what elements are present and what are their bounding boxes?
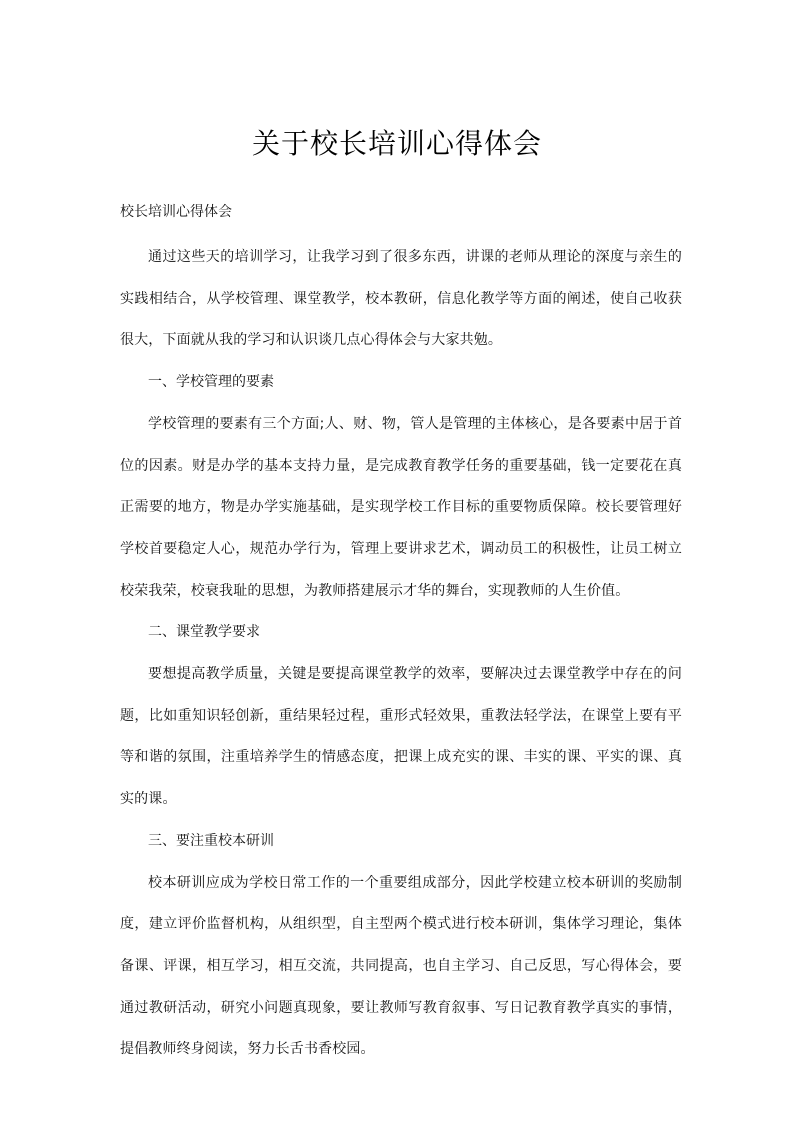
- document-title: 关于校长培训心得体会: [251, 127, 542, 160]
- intro-paragraph: 通过这些天的培训学习，让我学习到了很多东西，讲课的老师从理论的深度与亲生的实践相结合，从学校管理、课堂教学，校本教研，信息化教学等方面的阐述，使自己收获很大，下面就从我的学习和认识谈几点心得体会与大家共勉。: [120, 249, 682, 349]
- document-body: [120, 237, 682, 1071]
- document-subtitle: 校长培训心得体会: [120, 204, 232, 220]
- section-heading-research: 三、要注重校本研训: [148, 832, 274, 849]
- section-paragraph-management: 学校管理的要素有三个方面;人、财、物，管人是管理的主体核心，是各要素中居于首位的因素。财是办学的基本支持力量，是完成教育教学任务的重要基础，钱一定要花在真正需要的地方，物是办学实施基础，是实现学校工作目标的重要物质保障。校长要管理好学校首要稳定人心，规范办学行为，管理上要讲求艺术，调动员工的积极性，让员工树立校荣我荣，校衰我耻的思想，为教师搭建展示才华的舞台，实现教师的人生价值。: [120, 415, 682, 599]
- section-paragraph-research: 校本研训应成为学校日常工作的一个重要组成部分，因此学校建立校本研训的奖励制度，建立评价监督机构，从组织型，自主型两个模式进行校本研训，集体学习理论，集体备课、评课，相互学习，相互交流，共同提高，也自主学习、自己反思，写心得体会，要通过教研活动，研究小问题真现象，要让教师写教育叙事、写日记教育教学真实的事情，提倡教师终身阅读，努力长舌书香校园。: [120, 874, 682, 1058]
- section-paragraph-classroom: 要想提高教学质量，关键是要提高课堂教学的效率，要解决过去课堂教学中存在的问题，比如重知识轻创新，重结果轻过程，重形式轻效果，重教法轻学法，在课堂上要有平等和谐的氛围，注重培养学生的情感态度，把课上成充实的课、丰实的课、平实的课、真实的课。: [120, 666, 682, 808]
- section-heading-management: 一、学校管理的要素: [148, 374, 274, 391]
- section-heading-classroom: 二、课堂教学要求: [148, 624, 260, 641]
